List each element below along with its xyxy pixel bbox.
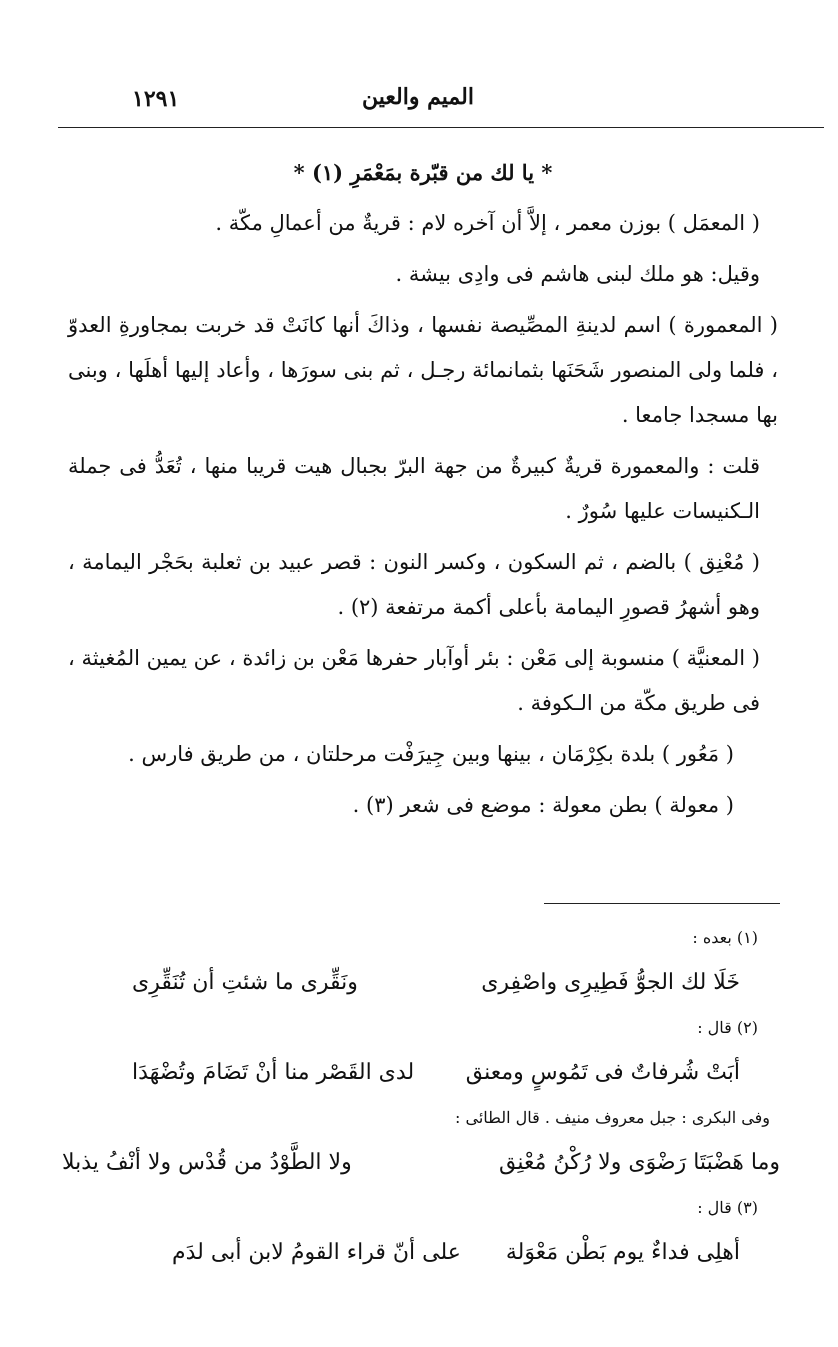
footnote-2-note: وفى البكرى : جبل معروف منيف . قال الطائى : xyxy=(455,1108,770,1127)
entry-maur: ( مَعُور ) بلدة بكِرْمَان ، بينها وبين جِيرَفْت مرحلتان ، من طريق فارس . xyxy=(128,742,734,766)
hemistich: لدى القَصْر منا أنْ تَضَامَ وتُضْهَدَا xyxy=(132,1060,415,1085)
footnote-2-verse-2 xyxy=(62,1138,780,1188)
hemistich: خَلَا لك الجوُّ فَطِيرِى واصْفِرى xyxy=(481,970,740,995)
footnote-3-verse xyxy=(62,1228,780,1278)
footnotes xyxy=(62,918,780,1278)
footnote-rule xyxy=(544,903,780,904)
entry-muwla: ( معولة ) بطن معولة : موضع فى شعر (٣) . xyxy=(352,793,734,817)
verse-line: * يا لك من قبّرة بمَعْمَرِ (١) * xyxy=(293,160,553,185)
footnote-2-label: (٢) قال : xyxy=(697,1018,758,1037)
entry-mumal: ( المعمَل ) بوزن معمر ، إلاَّ أن آخره لام : قريةٌ من أعمالِ مكّة . xyxy=(215,211,760,235)
page-number: ١٢٩١ xyxy=(132,86,180,112)
hemistich: على أنّ قراء القومُ لابن أبى لدَم xyxy=(172,1240,461,1265)
page-header xyxy=(58,84,778,124)
hemistich: أبَتْ شُرفاتٌ فى تَمُوسٍ ومعنق xyxy=(465,1060,740,1085)
entry-muniq: ( مُعْنِق ) بالضم ، ثم السكون ، وكسر النون : قصر عبيد بن ثعلبة بحَجْر اليمامة ، وهو أشهرُ قصورِ اليمامة بأعلى أكمة مرتفعة (٢) . xyxy=(68,550,760,619)
header-rule xyxy=(58,127,824,128)
hemistich: أهلِى فداءٌ يوم بَطْن مَعْوَلة xyxy=(505,1240,740,1265)
footnote-1-verse xyxy=(62,958,780,1008)
footnote-1-label: (١) بعده : xyxy=(692,928,758,947)
hemistich: وما هَضْبَتَا رَضْوَى ولا رُكْنُ مُعْنِق xyxy=(498,1150,780,1175)
main-text xyxy=(68,150,778,834)
footnote-3-label: (٣) قال : xyxy=(697,1198,758,1217)
hemistich: ولا الطَّوْدُ من قُدْس ولا أنْفُ يذبلا xyxy=(62,1150,352,1175)
running-title: الميم والعين xyxy=(362,84,474,110)
hemistich: ونَقِّرى ما شئتِ أن تُنَقِّرِى xyxy=(132,970,358,995)
entry-mumal-note: وقيل: هو ملك لبنى هاشم فى وادِى بيشة . xyxy=(395,262,760,286)
footnote-2-verse xyxy=(62,1048,780,1098)
entry-maniyya: ( المعنيَّة ) منسوبة إلى مَعْن : بئر أوآبار حفرها مَعْن بن زائدة ، عن يمين المُغيثة ، فى طريق مكّة من الـكوفة . xyxy=(68,646,760,715)
entry-mamura: ( المعمورة ) اسم لدينةِ المصِّيصة نفسها ، وذاكَ أنها كانَتْ قد خربت بمجاورةِ العدوّ ، فلما ولى المنصور شَحَنَها بثمانمائة رجـل ، ثم بنى سورَها ، وأعاد إليها أهلَها ، وبنى بها مسجدا جامعا . xyxy=(68,313,778,427)
entry-mamura-note: قلت : والمعمورة قريةٌ كبيرةٌ من جهة البرّ بجبال هيت قريبا منها ، تُعَدُّ فى جملة الـكنيسات عليها سُورٌ . xyxy=(68,454,760,523)
